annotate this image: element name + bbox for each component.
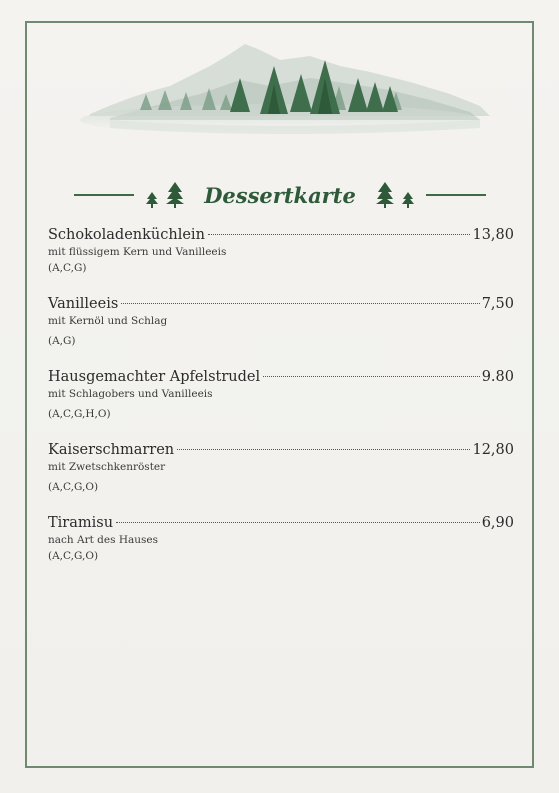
pine-tree-icon (376, 182, 394, 208)
dot-leader (177, 449, 470, 450)
menu-item-description: mit Schlagobers und Vanilleeis (48, 388, 213, 400)
menu-item-allergens: (A,C,G,O) (48, 481, 99, 493)
dot-leader (263, 376, 480, 377)
menu-item-allergens: (A,C,G) (48, 262, 87, 274)
menu-item-price: 7,50 (481, 296, 514, 312)
title-rule-left (74, 194, 134, 196)
menu-item (48, 368, 514, 421)
menu-item-price: 6,90 (481, 515, 514, 531)
menu-item (48, 441, 514, 494)
menu-item-description: mit Kernöl und Schlag (48, 315, 168, 327)
menu-item-description: nach Art des Hauses (48, 534, 158, 546)
menu-item (48, 295, 514, 348)
menu-item-row (48, 295, 514, 313)
menu-item-name: Vanilleeis (48, 296, 119, 312)
menu-item-allergens: (A,C,G,H,O) (48, 408, 111, 420)
page-title: Dessertkarte (204, 182, 356, 208)
dot-leader (121, 303, 479, 304)
menu-item (48, 514, 514, 563)
title-trees-left (146, 182, 184, 208)
dot-leader (208, 234, 471, 235)
mountain-forest-illustration (70, 36, 490, 146)
menu-item-price: 13,80 (472, 227, 514, 243)
pine-tree-icon (166, 182, 184, 208)
pine-tree-icon (146, 192, 158, 208)
menu-item-name: Schokoladenküchlein (48, 227, 205, 243)
menu-item-price: 12,80 (472, 442, 514, 458)
menu-item-price: 9.80 (481, 369, 514, 385)
menu-item-name: Tiramisu (48, 515, 114, 531)
menu-item-name: Hausgemachter Apfelstrudel (48, 369, 261, 385)
pine-tree-icon (402, 192, 414, 208)
menu-item-row (48, 514, 514, 532)
menu-item-description: mit Zwetschkenröster (48, 461, 166, 473)
menu-item-row (48, 226, 514, 244)
title-rule-right (426, 194, 486, 196)
menu-item (48, 226, 514, 275)
menu-item-row (48, 368, 514, 386)
menu-item-allergens: (A,G) (48, 335, 76, 347)
title-trees-right (376, 182, 414, 208)
dot-leader (116, 522, 480, 523)
menu-item-row (48, 441, 514, 459)
dessert-menu-list (48, 226, 514, 563)
menu-item-name: Kaiserschmarren (48, 442, 175, 458)
menu-item-allergens: (A,C,G,O) (48, 550, 99, 562)
menu-item-description: mit flüssigem Kern und Vanilleeis (48, 246, 227, 258)
title-row (80, 178, 480, 212)
